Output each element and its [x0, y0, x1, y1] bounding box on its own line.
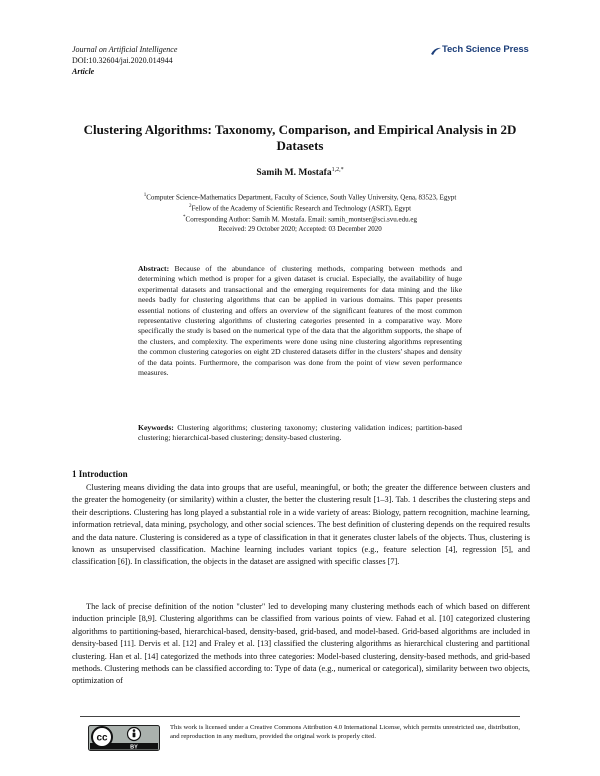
abstract-text: Because of the abundance of clustering methods, comparing between methods and determining which method is proper for a given dataset is crucial. Especially, the availability of huge experimental datasets and transactional and the emerging requirements for data mining and the like needs badly for clustering algorithms that can be applied in various domains. This paper presents essential notions of clustering and offers an overview of the significant features of the most common representative clustering algorithms of clustering categories presented in a comparative way. More specifically the study is based on the numerical type of the data that the algorithm supports, the shape of the clusters, and complexity. The experiments were done using nine clustering algorithms representing the common clustering categories on eight 2D clustered datasets differ in the clusters' shapes and density of the data points. Furthermore, the comparison was done from the point of view seven performance measures. [138, 264, 462, 378]
license-text: This work is licensed under a Creative Commons Attribution 4.0 International License, which permits unrestricted use, distribution, and reproduction in any medium, provided the original work is properly cited. [170, 724, 520, 740]
doi: DOI:10.32604/jai.2020.014944 [72, 56, 173, 65]
publisher-logo-text: Tech Science Press [442, 44, 529, 55]
footer-divider [80, 716, 520, 717]
paragraph-2: The lack of precise definition of the notion "cluster" led to developing many clustering methods each of which based on different induction principle [8,9]. Clustering algorithms can be classified from various points of view. Fahad et al. [10] categorized clustering algorithms to partitioning-based, hierarchical-based, density-based, grid-based, and model-based. Grid-based algorithms are included in density-based [11]. Dervis et al. [12] and Fraley et al. [13] classified the clustering algorithms as hierarchical clustering and partitional clustering. Han et al. [14] categorized the methods into three categories: Model-based clustering, density-based methods, and grid-based methods. Clustering methods can be classified according to: Type of data (e.g., numerical or categorical), similarity between two objects, optimization of [72, 602, 530, 686]
publisher-logo [430, 44, 530, 60]
cc-by-badge[interactable] [88, 725, 160, 751]
abstract [138, 264, 462, 378]
affiliation-2: $^2$Fellow of the Academy of Scientific Research and Technology (ASRT), Egypt [188, 204, 412, 213]
swoosh-icon [430, 46, 442, 56]
abstract-label: Abstract: [138, 264, 170, 273]
author-name: Samih M. Mostafa [256, 168, 332, 179]
corresponding-author: *Corresponding Author: Samih M. Mostafa. Email: samih_montser@sci.svu.edu.eg [183, 215, 417, 224]
svg-text:cc: cc [96, 732, 108, 744]
affiliation-1: $^1$Computer Science-Mathematics Department, Faculty of Science, South Valley University, Qena, 83523, Egypt [143, 193, 457, 202]
received-dates: Received: 29 October 2020; Accepted: 03 December 2020 [218, 225, 382, 233]
keywords-label: Keywords: [138, 423, 174, 432]
author-line [60, 167, 540, 178]
keywords [138, 423, 462, 444]
journal-name: Journal on Artificial Intelligence [72, 45, 178, 54]
section-heading: 1 Introduction [72, 469, 128, 479]
journal-info [72, 44, 177, 77]
cc-license-icon [88, 725, 160, 751]
paper-title: Clustering Algorithms: Taxonomy, Comparison, and Empirical Analysis in 2D Datasets [83, 122, 517, 153]
article-type: Article [72, 67, 95, 76]
paragraph-1: Clustering means dividing the data into groups that are useful, meaningful, or both; the greater the difference between clusters and the greater the homogeneity (or similarity) within a cluster, the better the clustering result [1–3]. Tab. 1 describes the clustering steps and their descriptions. Clustering has long played a substantial role in a wide variety of areas: Biology, pattern recognition, machine learning, information retrieval, data mining, psychology, and other social sciences. The best definition of clustering depends on the required results and the data nature. Clustering is considered as a type of classification in that it generates cluster labels of the objects. Thus, clustering is known as unsupervised classification. Machine learning includes variant topics (e.g., feature selection [4], regression [5], and classification [6]). In classification, the objects in the dataset are assigned with specific classes [7]. [72, 483, 530, 567]
cc-badge-text: BY [130, 744, 138, 751]
keywords-text: Clustering algorithms; clustering taxonomy; clustering validation indices; partition-based clustering; hierarchical-based clustering; density-based clustering. [138, 423, 463, 443]
author-marks: 1,2,* [331, 167, 344, 173]
